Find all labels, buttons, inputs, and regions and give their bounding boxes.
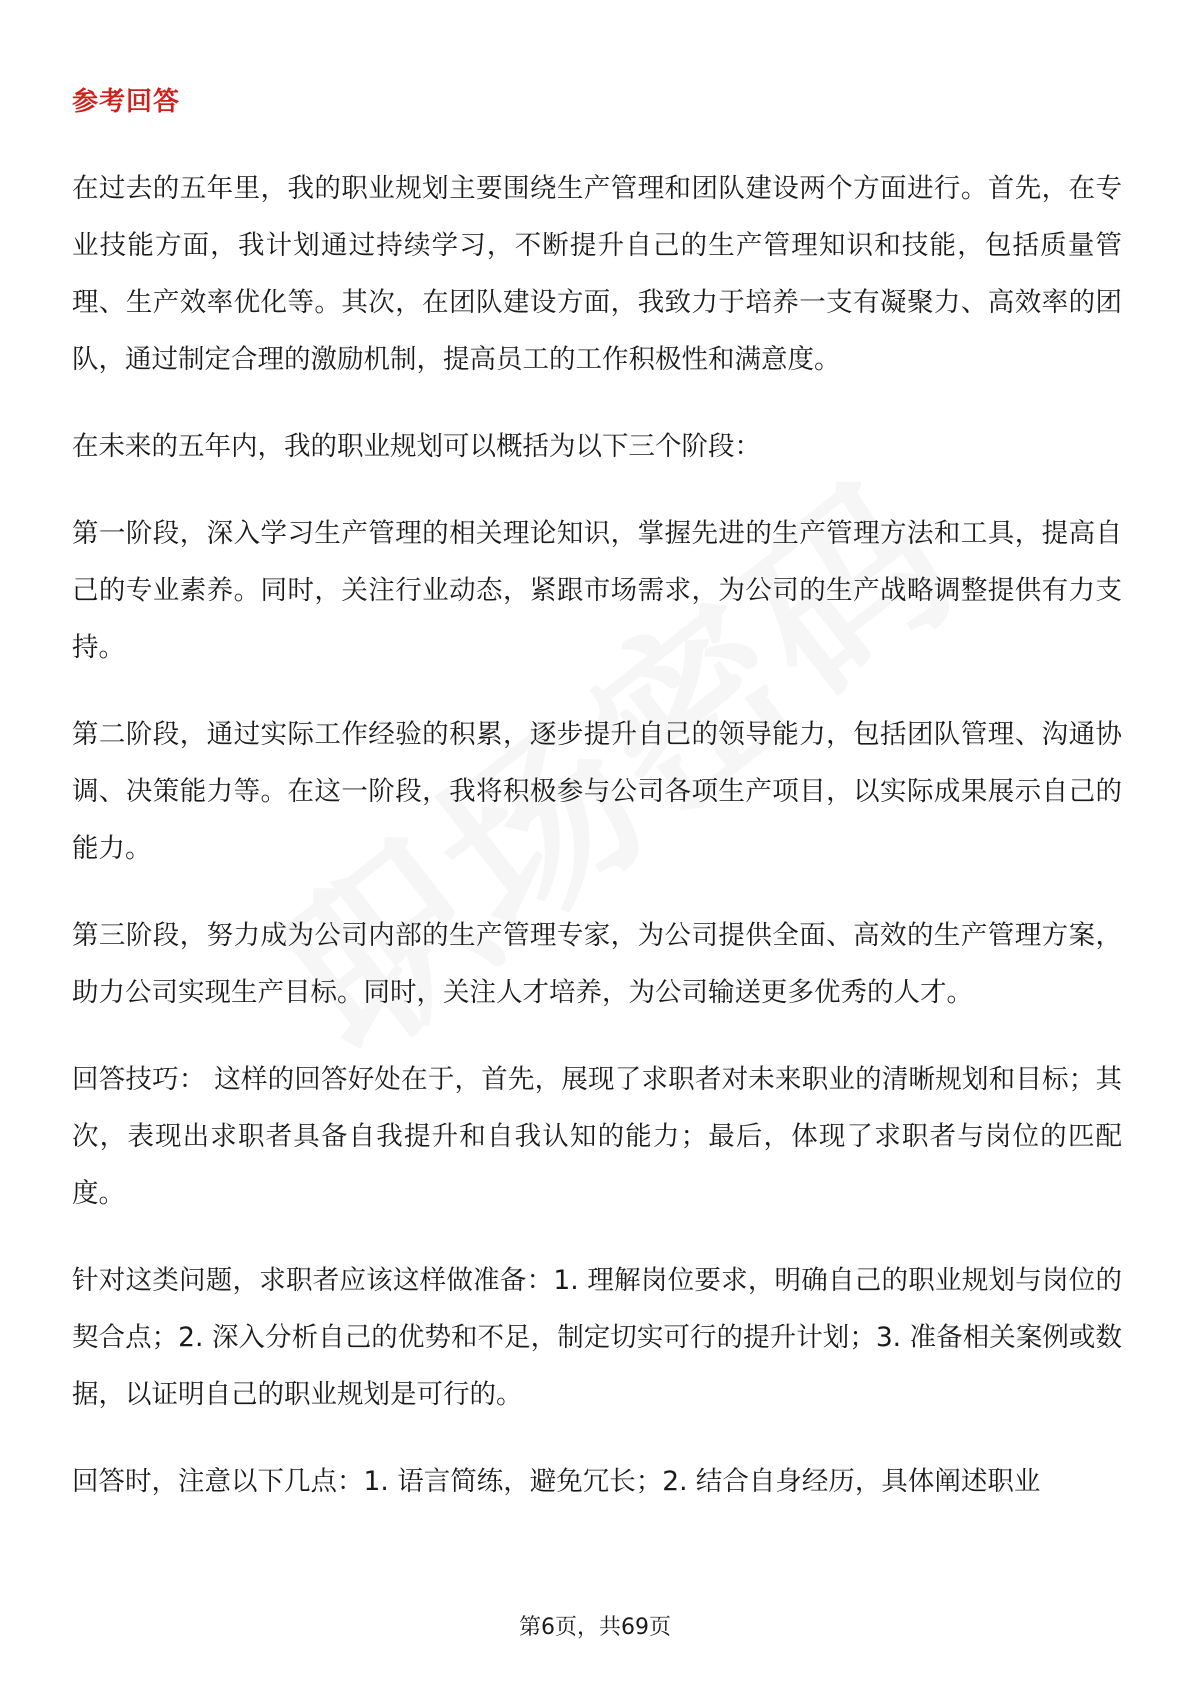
section-heading: 参考回答 [72,87,181,117]
paragraph-future-intro: 在未来的五年内，我的职业规划可以概括为以下三个阶段： [72,431,761,462]
paragraph-answer-tips: 回答技巧： 这样的回答好处在于，首先，展现了求职者对未来职业的清晰规划和目标；其次，表现出求职者具备自我提升和自我认知的能力；最后，体现了求职者与岗位的匹配度。 [72,1064,1122,1209]
paragraph-stage-two: 第二阶段，通过实际工作经验的积累，逐步提升自己的领导能力，包括团队管理、沟通协调、决策能力等。在这一阶段，我将积极参与公司各项生产项目，以实际成果展示自己的能力。 [72,719,1122,864]
body-content [72,160,1122,1540]
page-number-footer: 第6页，共69页 [519,1615,671,1640]
paragraph-preparation: 针对这类问题，求职者应该这样做准备：1. 理解岗位要求，明确自己的职业规划与岗位的契合点；2. 深入分析自己的优势和不足，制定切实可行的提升计划；3. 准备相关案例或数据，以证明自己的职业规划是可行的。 [72,1265,1122,1410]
paragraph-answer-notes: 回答时，注意以下几点：1. 语言简练，避免冗长；2. 结合自身经历，具体阐述职业 [72,1466,1041,1497]
paragraph-stage-three: 第三阶段，努力成为公司内部的生产管理专家，为公司提供全面、高效的生产管理方案，助力公司实现生产目标。同时，关注人才培养，为公司输送更多优秀的人才。 [72,920,1122,1008]
paragraph-past-plan: 在过去的五年里，我的职业规划主要围绕生产管理和团队建设两个方面进行。首先，在专业技能方面，我计划通过持续学习，不断提升自己的生产管理知识和技能，包括质量管理、生产效率优化等。其次，在团队建设方面，我致力于培养一支有凝聚力、高效率的团队，通过制定合理的激励机制，提高员工的工作积极性和满意度。 [72,173,1122,375]
paragraph-stage-one: 第一阶段，深入学习生产管理的相关理论知识，掌握先进的生产管理方法和工具，提高自己的专业素养。同时，关注行业动态，紧跟市场需求，为公司的生产战略调整提供有力支持。 [72,518,1122,663]
